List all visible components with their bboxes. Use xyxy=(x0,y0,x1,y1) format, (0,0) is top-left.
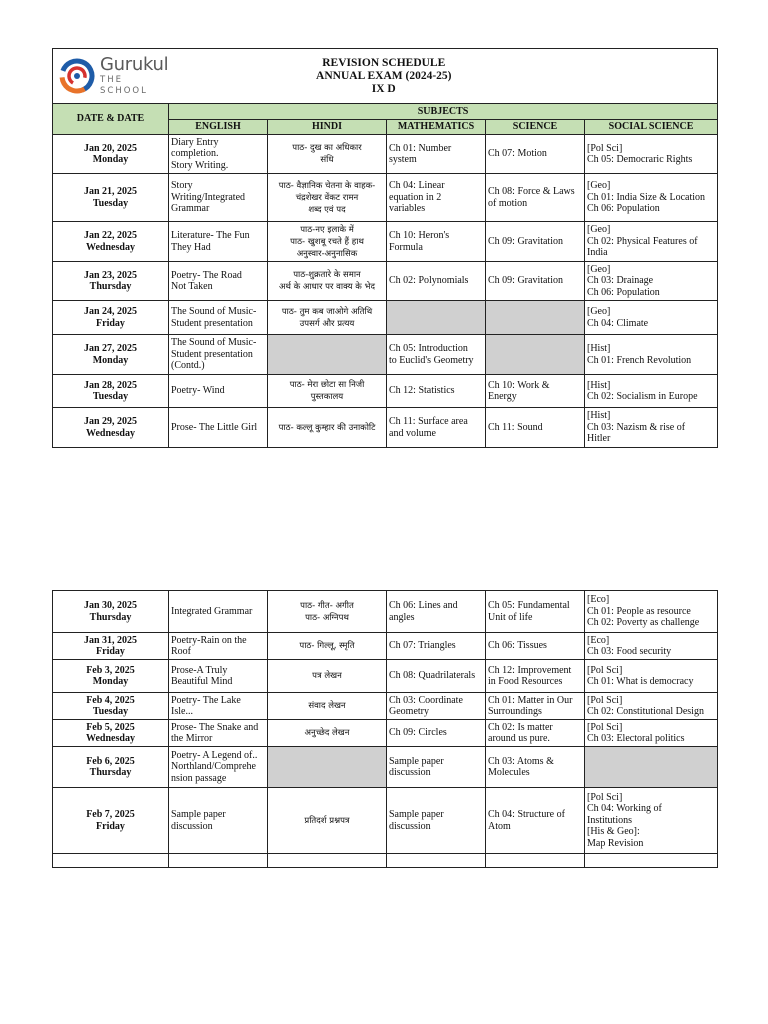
brand-subtitle: THE SCHOOL xyxy=(100,75,148,96)
cell-line: Surroundings xyxy=(488,706,542,717)
date-cell xyxy=(53,408,169,448)
cell-line: संधि xyxy=(320,155,334,165)
cell-line: Ch 01: Number xyxy=(389,142,452,154)
date-cell xyxy=(53,788,169,854)
cell-line: [Pol Sci] xyxy=(587,664,623,676)
math-cell xyxy=(387,788,486,854)
table-row xyxy=(53,408,718,448)
english-cell xyxy=(169,262,268,301)
cell-line: Ch 01: People as resource xyxy=(587,605,691,617)
cell-line: पाठ- खुशबू रचते हैं हाथ xyxy=(290,236,364,247)
math-cell xyxy=(387,262,486,301)
science-cell xyxy=(486,262,585,301)
date-text: Feb 5, 2025 xyxy=(86,721,135,733)
math-cell xyxy=(387,660,486,693)
social-cell xyxy=(585,408,718,448)
logo-cell xyxy=(53,49,169,104)
cell-line: पाठ- दुख का अधिकार xyxy=(292,143,362,153)
cell-line: Ch 07: Triangles xyxy=(389,640,456,652)
hindi-cell xyxy=(268,335,387,375)
science-cell xyxy=(486,174,585,222)
cell-line: अनुच्छेद लेखन xyxy=(304,728,350,738)
table-row xyxy=(53,720,718,747)
date-cell xyxy=(53,174,169,222)
day-text: Monday xyxy=(92,154,129,165)
empty-cell xyxy=(486,854,585,868)
english-cell xyxy=(169,375,268,408)
document-title: REVISION SCHEDULE ANNUAL EXAM (2024-25) IX D xyxy=(169,49,718,104)
math-cell xyxy=(387,720,486,747)
cell-line: The Sound of Music- xyxy=(171,306,257,317)
cell-line: Ch 04: Linear xyxy=(389,180,445,192)
social-cell xyxy=(585,660,718,693)
math-cell xyxy=(387,222,486,262)
table-row xyxy=(53,693,718,720)
cell-line: Molecules xyxy=(488,767,530,778)
english-cell xyxy=(169,408,268,448)
day-text: Wednesday xyxy=(86,241,135,253)
day-text: Thursday xyxy=(89,281,132,292)
cell-line: Ch 05: Introduction xyxy=(389,343,468,354)
math-cell xyxy=(387,335,486,375)
cell-line: to Euclid's Geometry xyxy=(389,354,474,366)
hindi-cell xyxy=(268,747,387,788)
science-cell xyxy=(486,135,585,174)
cell-line: Literature- The Fun xyxy=(171,230,250,241)
cell-line: discussion xyxy=(171,820,213,832)
cell-line: Ch 12: Statistics xyxy=(389,385,455,397)
cell-line: Map Revision xyxy=(587,837,644,849)
cell-line: [Geo] xyxy=(587,180,611,192)
cell-line: Ch 03: Nazism & rise of xyxy=(587,421,686,433)
empty-cell xyxy=(585,854,718,868)
english-cell xyxy=(169,301,268,335)
hindi-cell xyxy=(268,174,387,222)
header-row xyxy=(53,49,718,104)
day-text: Friday xyxy=(96,646,125,657)
day-text: Monday xyxy=(92,354,129,366)
empty-cell xyxy=(387,854,486,868)
table-row-empty xyxy=(53,854,718,868)
subjects-row xyxy=(53,104,718,120)
cell-line: पाठ- गिल्लू, स्मृति xyxy=(299,641,355,651)
hindi-cell xyxy=(268,660,387,693)
date-text: Jan 28, 2025 xyxy=(83,379,138,391)
date-text: Feb 3, 2025 xyxy=(86,664,135,676)
date-cell xyxy=(53,747,169,788)
math-cell xyxy=(387,135,486,174)
date-cell xyxy=(53,633,169,660)
social-cell xyxy=(585,747,718,788)
date-cell xyxy=(53,222,169,262)
day-text: Tuesday xyxy=(92,197,129,209)
schedule-table-top xyxy=(52,48,718,448)
social-cell xyxy=(585,720,718,747)
cell-line: Poetry- Wind xyxy=(171,385,225,397)
hindi-cell xyxy=(268,135,387,174)
date-cell xyxy=(53,375,169,408)
math-cell xyxy=(387,174,486,222)
cell-line: The Sound of Music- xyxy=(171,337,257,349)
cell-line: Student presentation xyxy=(171,348,253,360)
cell-line: [Pol Sci] xyxy=(587,694,623,706)
cell-line: Writing/Integrated xyxy=(171,191,246,203)
english-cell xyxy=(169,335,268,375)
cell-line: संवाद लेखन xyxy=(308,701,346,711)
cell-line: discussion xyxy=(389,820,431,832)
cell-line: Ch 02: Polynomials xyxy=(389,275,469,287)
science-cell xyxy=(486,301,585,335)
cell-line: पाठ- अग्निपथ xyxy=(305,612,349,623)
col-header-date: DATE & DATE xyxy=(53,104,169,135)
cell-line: Ch 11: Sound xyxy=(488,421,543,433)
cell-line: Grammar xyxy=(171,203,210,215)
cell-line: उपसर्ग और प्रत्यय xyxy=(299,318,355,329)
science-cell xyxy=(486,788,585,854)
cell-line: Prose- The Snake and xyxy=(171,721,259,733)
cell-line: Prose-A Truly xyxy=(171,664,228,676)
cell-line: [Eco] xyxy=(587,594,610,606)
table-body-bottom xyxy=(53,591,718,868)
cell-line: पत्र लेखन xyxy=(312,671,342,681)
math-cell xyxy=(387,747,486,788)
cell-line: Ch 09: Circles xyxy=(389,727,447,739)
cell-line: Ch 10: Heron's xyxy=(389,230,450,241)
cell-line: Ch 02: Poverty as challenge xyxy=(587,617,700,629)
subjects-label: SUBJECTS xyxy=(169,104,718,120)
table-row xyxy=(53,591,718,633)
cell-line: Ch 01: India Size & Location xyxy=(587,191,706,203)
table-row xyxy=(53,788,718,854)
cell-line: [Geo] xyxy=(587,306,611,317)
day-text: Wednesday xyxy=(86,427,135,439)
hindi-cell xyxy=(268,375,387,408)
cell-line: अनुस्वार-अनुनासिक xyxy=(296,248,358,259)
empty-cell xyxy=(53,854,169,868)
cell-line: Ch 02: Is matter xyxy=(488,721,553,733)
cell-line: Poetry- The Lake xyxy=(171,694,241,706)
social-cell xyxy=(585,222,718,262)
cell-line: Poetry-Rain on the xyxy=(171,634,247,646)
date-cell xyxy=(53,135,169,174)
day-text: Monday xyxy=(92,676,129,687)
social-cell xyxy=(585,591,718,633)
date-cell xyxy=(53,335,169,375)
cell-line: Formula xyxy=(389,241,423,253)
gurukul-logo-icon xyxy=(59,58,95,94)
cell-line: पाठ- कल्लू कुम्हार की उनाकोटि xyxy=(278,422,376,433)
cell-line: Ch 01: Matter in Our xyxy=(488,694,573,706)
cell-line: पाठ-शुक्रतारे के समान xyxy=(293,270,361,280)
cell-line: Roof xyxy=(171,646,191,657)
cell-line: [Geo] xyxy=(587,263,611,275)
cell-line: [His & Geo]: xyxy=(587,826,640,838)
cell-line: the Mirror xyxy=(171,733,213,744)
social-cell xyxy=(585,135,718,174)
social-cell xyxy=(585,335,718,375)
cell-line: Ch 08: Quadrilaterals xyxy=(389,670,476,682)
cell-line: Ch 03: Food security xyxy=(587,646,672,657)
cell-line: Student presentation xyxy=(171,317,253,329)
cell-line: Not Taken xyxy=(171,281,213,292)
math-cell xyxy=(387,591,486,633)
cell-line: चंद्रशेखर वेंकट रामन xyxy=(295,192,359,203)
day-text: Friday xyxy=(96,820,125,832)
date-text: Jan 23, 2025 xyxy=(83,269,138,281)
hindi-cell xyxy=(268,693,387,720)
date-cell xyxy=(53,591,169,633)
cell-line: Ch 02: Socialism in Europe xyxy=(587,391,698,402)
cell-line: Institutions xyxy=(587,814,633,826)
cell-line: Ch 03: Coordinate xyxy=(389,694,463,706)
table-row xyxy=(53,335,718,375)
cell-line: Ch 04: Climate xyxy=(587,317,649,329)
cell-line: (Contd.) xyxy=(171,360,205,372)
cell-line: पाठ-नए इलाके में xyxy=(300,224,354,235)
table-row xyxy=(53,301,718,335)
day-text: Wednesday xyxy=(86,733,135,744)
date-text: Jan 27, 2025 xyxy=(83,343,138,354)
date-cell xyxy=(53,660,169,693)
col-header-social: SOCIAL SCIENCE xyxy=(585,120,718,135)
day-text: Tuesday xyxy=(92,706,129,717)
math-cell xyxy=(387,375,486,408)
science-cell xyxy=(486,375,585,408)
science-cell xyxy=(486,693,585,720)
english-cell xyxy=(169,660,268,693)
cell-line: [Hist] xyxy=(587,410,611,422)
cell-line: Geometry xyxy=(389,706,429,717)
cell-line: of motion xyxy=(488,197,528,209)
table-row xyxy=(53,135,718,174)
date-text: Jan 22, 2025 xyxy=(83,230,138,241)
cell-line: [Pol Sci] xyxy=(587,142,623,154)
math-cell xyxy=(387,301,486,335)
date-text: Jan 21, 2025 xyxy=(83,186,138,197)
cell-line: completion. xyxy=(171,148,219,160)
col-header-science: SCIENCE xyxy=(486,120,585,135)
day-text: Friday xyxy=(96,317,125,329)
date-text: Jan 29, 2025 xyxy=(83,416,138,427)
cell-line: Sample paper xyxy=(171,809,226,820)
cell-line: [Hist] xyxy=(587,343,611,354)
cell-line: Diary Entry xyxy=(171,136,219,148)
science-cell xyxy=(486,747,585,788)
cell-line: angles xyxy=(389,611,415,623)
cell-line: Prose- The Little Girl xyxy=(171,421,258,433)
cell-line: Story xyxy=(171,180,193,192)
day-text: Thursday xyxy=(89,767,132,778)
cell-line: Ch 09: Gravitation xyxy=(488,235,563,247)
science-cell xyxy=(486,720,585,747)
date-text: Feb 7, 2025 xyxy=(86,809,135,820)
science-cell xyxy=(486,633,585,660)
day-text: Tuesday xyxy=(92,391,129,402)
cell-line: nsion passage xyxy=(171,772,227,784)
cell-line: Ch 04: Working of xyxy=(587,803,662,815)
table-row xyxy=(53,174,718,222)
col-header-math: MATHEMATICS xyxy=(387,120,486,135)
date-text: Feb 6, 2025 xyxy=(86,755,135,767)
hindi-cell xyxy=(268,788,387,854)
cell-line: Ch 06: Population xyxy=(587,286,660,298)
date-cell xyxy=(53,262,169,301)
cell-line: system xyxy=(389,154,417,165)
cell-line: Poetry- A Legend of.. xyxy=(171,749,258,761)
science-cell xyxy=(486,660,585,693)
science-cell xyxy=(486,591,585,633)
cell-line: [Eco] xyxy=(587,634,610,646)
english-cell xyxy=(169,747,268,788)
cell-line: Ch 05: Democraric Rights xyxy=(587,154,693,165)
date-text: Jan 31, 2025 xyxy=(83,634,138,646)
hindi-cell xyxy=(268,301,387,335)
table-row xyxy=(53,262,718,301)
english-cell xyxy=(169,174,268,222)
english-cell xyxy=(169,720,268,747)
cell-line: [Geo] xyxy=(587,224,611,236)
table-row xyxy=(53,660,718,693)
cell-line: Ch 06: Lines and xyxy=(389,600,458,611)
table-row xyxy=(53,222,718,262)
brand-name: Gurukul xyxy=(100,54,169,75)
table-row xyxy=(53,633,718,660)
cell-line: [Pol Sci] xyxy=(587,791,623,803)
science-cell xyxy=(486,408,585,448)
cell-line: Ch 07: Motion xyxy=(488,148,547,160)
table-row xyxy=(53,747,718,788)
cell-line: Story Writing. xyxy=(171,159,229,171)
english-cell xyxy=(169,222,268,262)
cell-line: India xyxy=(587,247,608,259)
english-cell xyxy=(169,633,268,660)
school-logo xyxy=(55,55,167,97)
cell-line: Ch 01: What is democracy xyxy=(587,676,694,687)
math-cell xyxy=(387,633,486,660)
date-cell xyxy=(53,301,169,335)
cell-line: Sample paper xyxy=(389,809,444,820)
hindi-cell xyxy=(268,408,387,448)
english-cell xyxy=(169,693,268,720)
cell-line: Ch 02: Physical Features of xyxy=(587,235,698,247)
empty-cell xyxy=(169,854,268,868)
cell-line: पाठ- तुम कब जाओगे अतिथि xyxy=(281,306,373,317)
cell-line: Ch 11: Surface area xyxy=(389,416,468,427)
cell-line: and volume xyxy=(389,427,436,439)
cell-line: Unit of life xyxy=(488,611,533,623)
cell-line: Ch 03: Electoral politics xyxy=(587,733,685,744)
english-cell xyxy=(169,788,268,854)
date-cell xyxy=(53,720,169,747)
social-cell xyxy=(585,633,718,660)
cell-line: [Hist] xyxy=(587,379,611,391)
cell-line: Ch 03: Atoms & xyxy=(488,755,554,767)
cell-line: Integrated Grammar xyxy=(171,605,253,617)
cell-line: Ch 03: Drainage xyxy=(587,275,654,287)
cell-line: पाठ- वैज्ञानिक चेतना के वाहक- xyxy=(278,180,376,191)
cell-line: Ch 12: Improvement xyxy=(488,664,572,676)
social-cell xyxy=(585,693,718,720)
social-cell xyxy=(585,375,718,408)
social-cell xyxy=(585,262,718,301)
col-header-english: ENGLISH xyxy=(169,120,268,135)
cell-line: in Food Resources xyxy=(488,676,563,687)
date-cell xyxy=(53,693,169,720)
english-cell xyxy=(169,591,268,633)
schedule-table-bottom xyxy=(52,590,718,868)
hindi-cell xyxy=(268,591,387,633)
cell-line: variables xyxy=(389,203,426,215)
date-text: Jan 24, 2025 xyxy=(83,306,138,317)
cell-line: पुस्तकालय xyxy=(310,392,344,402)
table-body-top xyxy=(53,135,718,448)
cell-line: They Had xyxy=(171,241,211,253)
hindi-cell xyxy=(268,633,387,660)
social-cell xyxy=(585,301,718,335)
cell-line: Energy xyxy=(488,391,517,402)
cell-line: Northland/Comprehe xyxy=(171,761,256,773)
cell-line: Sample paper xyxy=(389,755,444,767)
cell-line: Atom xyxy=(488,820,511,832)
cell-line: Ch 05: Fundamental xyxy=(488,600,570,611)
cell-line: [Pol Sci] xyxy=(587,721,623,733)
cell-line: Ch 06: Tissues xyxy=(488,640,547,652)
date-text: Jan 30, 2025 xyxy=(83,600,138,611)
table-row xyxy=(53,375,718,408)
social-cell xyxy=(585,788,718,854)
day-text: Thursday xyxy=(89,611,132,623)
cell-line: equation in 2 xyxy=(389,191,442,203)
cell-line: अर्थ के आधार पर वाक्य के भेद xyxy=(279,282,375,292)
hindi-cell xyxy=(268,262,387,301)
col-header-hindi: HINDI xyxy=(268,120,387,135)
science-cell xyxy=(486,222,585,262)
cell-line: Ch 02: Constitutional Design xyxy=(587,706,704,717)
science-cell xyxy=(486,335,585,375)
cell-line: Isle... xyxy=(171,706,193,717)
cell-line: पाठ- गीत- अगीत xyxy=(300,600,354,611)
cell-line: Hitler xyxy=(587,433,611,445)
cell-line: Ch 08: Force & Laws xyxy=(488,186,575,197)
cell-line: Poetry- The Road xyxy=(171,269,242,281)
cell-line: प्रतिदर्श प्रश्नपत्र xyxy=(304,815,350,826)
hindi-cell xyxy=(268,720,387,747)
cell-line: Beautiful Mind xyxy=(171,676,233,687)
cell-line: पाठ- मेरा छोटा सा निजी xyxy=(289,380,365,390)
english-cell xyxy=(169,135,268,174)
cell-line: Ch 04: Structure of xyxy=(488,809,565,820)
math-cell xyxy=(387,693,486,720)
date-text: Jan 20, 2025 xyxy=(83,142,138,154)
hindi-cell xyxy=(268,222,387,262)
cell-line: Ch 06: Population xyxy=(587,203,660,215)
empty-cell xyxy=(268,854,387,868)
cell-line: discussion xyxy=(389,767,431,778)
social-cell xyxy=(585,174,718,222)
cell-line: शब्द एवं पद xyxy=(308,204,346,215)
math-cell xyxy=(387,408,486,448)
cell-line: Ch 01: French Revolution xyxy=(587,354,692,366)
date-text: Feb 4, 2025 xyxy=(86,694,135,706)
cell-line: Ch 10: Work & xyxy=(488,379,550,391)
cell-line: around us pure. xyxy=(488,733,550,744)
cell-line: Ch 09: Gravitation xyxy=(488,275,563,287)
